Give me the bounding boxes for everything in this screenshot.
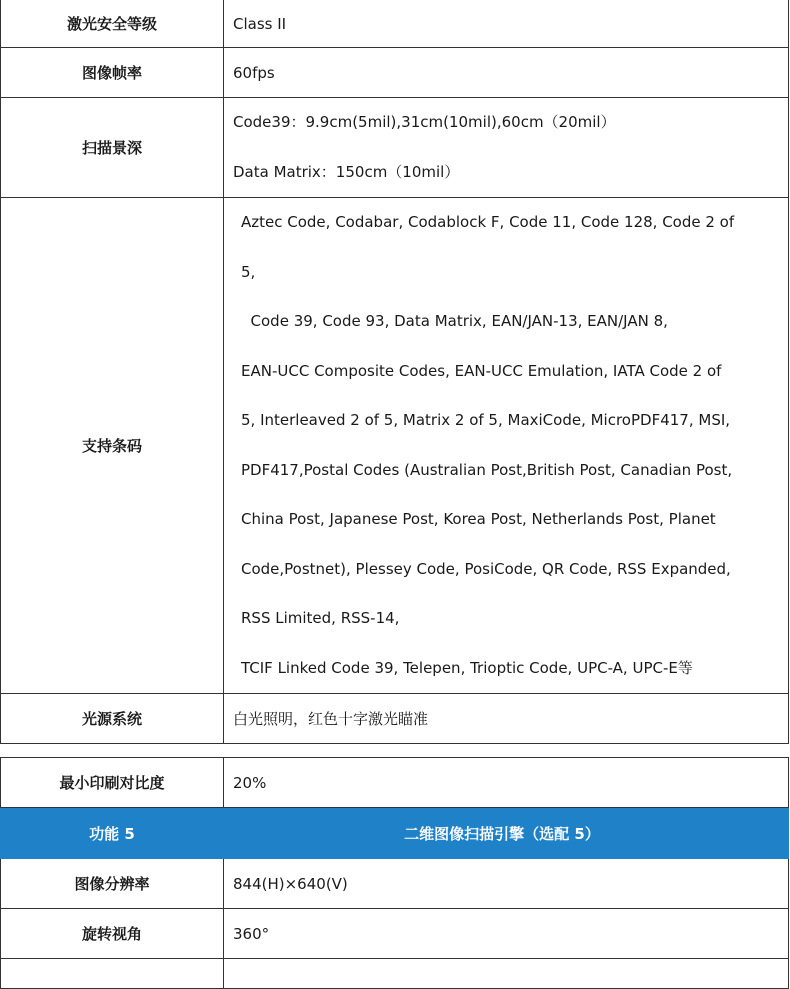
symbology-line: TCIF Linked Code 39, Telepen, Trioptic Code, UPC-A, UPC-E等 [241, 658, 693, 677]
row-value [224, 98, 789, 198]
row-label: 旋转视角 [1, 909, 224, 959]
table-row [1, 0, 789, 48]
row-label: 扫描景深 [1, 98, 224, 198]
table-row [1, 98, 789, 198]
depth-line: Data Matrix：150cm（10mil） [233, 162, 460, 181]
table-row [1, 48, 789, 98]
section-header-row [1, 808, 789, 859]
section-title: 二维图像扫描引擎（选配 5） [224, 808, 789, 859]
symbology-line: Aztec Code, Codabar, Codablock F, Code 11, Code 128, Code 2 of [241, 213, 735, 231]
row-value: Class II [224, 0, 789, 48]
row-value: 60fps [224, 48, 789, 98]
depth-line: Code39：9.9cm(5mil),31cm(10mil),60cm（20mil） [233, 113, 616, 131]
symbology-line: EAN-UCC Composite Codes, EAN-UCC Emulation, IATA Code 2 of [241, 361, 722, 380]
row-label: 光源系统 [1, 694, 224, 744]
row-value: 360° [224, 909, 789, 959]
row-value-empty [224, 959, 789, 989]
row-label: 激光安全等级 [1, 0, 224, 48]
table-row [1, 909, 789, 959]
symbology-line: PDF417,Postal Codes (Australian Post,British Post, Canadian Post, [241, 460, 733, 479]
row-label: 最小印刷对比度 [1, 758, 224, 808]
table-row [1, 694, 789, 744]
table-row [1, 198, 789, 694]
symbology-line: RSS Limited, RSS-14, [241, 609, 400, 627]
section-label: 功能 5 [1, 808, 224, 859]
table-row [1, 859, 789, 909]
table-row-partial [1, 959, 789, 989]
symbology-line: Code,Postnet), Plessey Code, PosiCode, QR Code, RSS Expanded, [241, 559, 731, 578]
row-label: 支持条码 [1, 198, 224, 694]
symbology-line: Code 39, Code 93, Data Matrix, EAN/JAN-13, EAN/JAN 8, [241, 312, 668, 330]
spec-table-2 [0, 757, 789, 989]
row-label-empty [1, 959, 224, 989]
symbology-line: 5, Interleaved 2 of 5, Matrix 2 of 5, MaxiCode, MicroPDF417, MSI, [241, 411, 731, 429]
row-label: 图像分辨率 [1, 859, 224, 909]
symbology-line: 5, [241, 262, 256, 281]
row-label: 图像帧率 [1, 48, 224, 98]
row-value: 白光照明，红色十字激光瞄准 [224, 694, 789, 744]
symbology-line: China Post, Japanese Post, Korea Post, Netherlands Post, Planet [241, 510, 716, 528]
table-row [1, 758, 789, 808]
row-value: 844(H)×640(V) [224, 859, 789, 909]
row-value: 20% [224, 758, 789, 808]
row-value [224, 198, 789, 694]
